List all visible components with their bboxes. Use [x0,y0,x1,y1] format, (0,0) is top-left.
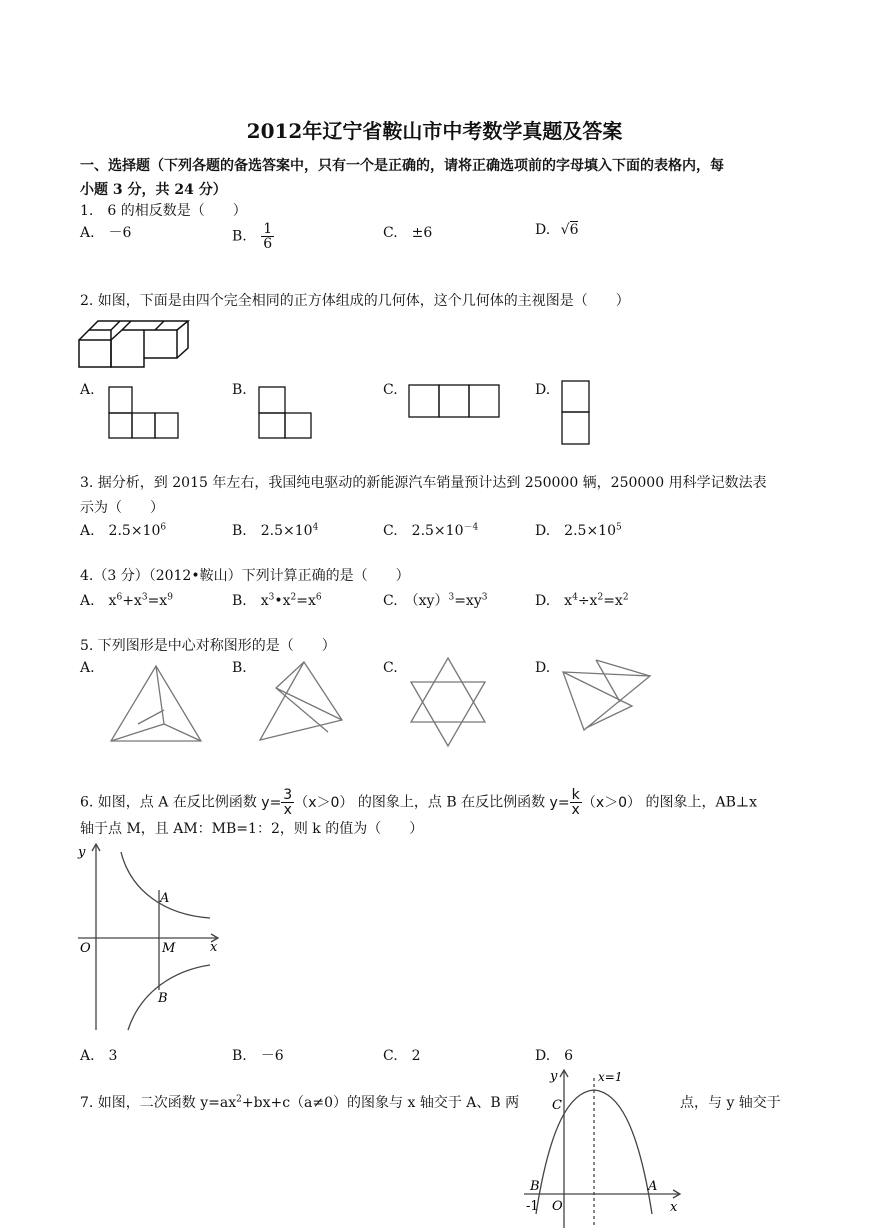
q4-d-p2: ÷x [577,593,598,609]
q7-stem-part1 [80,1092,519,1112]
section-heading-line1: 一、选择题（下列各题的备选答案中，只有一个是正确的，请将正确选项前的字母填入下面的表格内，每 [80,158,724,174]
q5-stem: 5. 下列图形是中心对称图形的是（ ） [80,638,336,654]
q1-option-b [232,222,274,251]
q1-radicand: 6 [569,222,579,238]
q4-d-e3: 2 [622,592,629,603]
q4-a-p1: A. x [80,593,117,609]
q4-a-e1: 6 [116,592,123,603]
q4-b-e2: 2 [290,592,297,603]
q6-stem-part2: 的图象上，点 B 在反比例函数 [357,794,546,811]
q5-option-c-figure [408,656,488,748]
q1-fraction [261,222,274,251]
q2-option-b-figure [258,386,314,440]
q4-b-e1: 3 [268,592,275,603]
q1-option-b-letter: B. [232,228,247,245]
q6-f1-cond: （x＞0） [294,794,354,811]
q4-option-a [80,590,173,610]
q4-c-e1: 3 [448,592,455,603]
q4-c-p1: C. （xy） [383,593,449,609]
q2-cube-solid-figure [78,320,190,370]
q1-fraction-num: 1 [263,221,273,237]
q2-option-d-figure [561,380,591,446]
q6-formula-2 [549,787,646,818]
q3-c-exp: －4 [463,522,479,533]
q4-a-p2: +x [122,593,142,609]
q7-fig-x-label: x [670,1200,678,1215]
q2-option-a: A. [80,382,95,398]
q4-option-c [383,590,487,610]
q6-f2-cond: （x＞0） [581,794,642,811]
q4-d-p3: =x [603,593,623,609]
q1-option-c: C. ±6 [383,225,433,241]
q7-stem-part3: 点，与 y 轴交于 [680,1095,781,1111]
q6-hyperbola-figure [76,840,226,1036]
q6-fig-a-label: A [160,891,170,906]
q7-fig-c-label: C [552,1098,562,1113]
q3-a-exp: 6 [160,522,167,533]
q6-stem-part1: 6. 如图，点 A 在反比例函数 [80,794,257,811]
q6-fig-b-label: B [158,991,168,1006]
q6-option-b: B. －6 [232,1048,284,1064]
section-heading-line2: 小题 3 分，共 24 分） [80,182,227,198]
q3-option-b [232,520,318,540]
q7-fig-neg1-label: -1 [526,1199,539,1214]
q3-stem-line2: 示为（ ） [80,500,164,516]
q3-b-exp: 4 [312,522,319,533]
q5-option-a-figure [108,664,204,744]
q6-formula-1 [261,787,358,818]
q5-option-b-figure [258,660,346,744]
q7-fig-axis-label: x=1 [598,1070,623,1084]
q5-option-d: D. [535,660,551,676]
q6-f1-num: 3 [283,787,293,803]
q3-option-a [80,520,166,540]
q2-stem: 2. 如图，下面是由四个完全相同的正方体组成的几何体，这个几何体的主视图是（ ） [80,293,630,309]
q7-fig-a-label: A [648,1179,658,1194]
q4-b-p3: =x [296,593,316,609]
q7-fig-b-label: B [530,1179,540,1194]
q3-d-exp: 5 [616,522,622,533]
q3-b-base: B. 2.5×10 [232,523,313,539]
q4-c-p2: =xy [454,593,482,609]
q2-option-a-figure [108,386,180,440]
q6-option-c: C. 2 [383,1048,421,1064]
q4-b-e3: 6 [315,592,322,603]
q4-d-e1: 4 [572,592,578,603]
q3-stem-line1: 3. 据分析，到 2015 年左右，我国纯电驱动的新能源汽车销量预计达到 250000 辆，250000 用科学记数法表 [80,475,767,491]
q1-option-d-letter: D. [535,222,551,238]
q6-f2-num: k [570,788,582,803]
q2-option-b: B. [232,382,247,398]
q6-stem-line2: 轴于点 M，且 AM：MB=1：2，则 k 的值为（ ） [80,821,424,837]
q4-a-e2: 3 [141,592,148,603]
q7-parabola-figure [520,1064,690,1228]
q6-f2-lhs: y= [549,794,570,811]
q2-option-d: D. [535,382,551,398]
q4-option-d [535,590,629,610]
q7-exp: 2 [236,1094,242,1105]
q1-stem: 1. 6 的相反数是（ ） [80,203,247,219]
q4-option-b [232,590,322,610]
q1-fraction-den: 6 [263,236,273,252]
q3-c-base: C. 2.5×10 [383,523,464,539]
q4-d-e2: 2 [597,592,604,603]
q6-f2-den: x [571,802,580,818]
q7-fig-o-label: O [552,1199,563,1214]
q5-option-a: A. [80,660,95,676]
q6-stem-part3: 的图象上，AB⊥x [645,794,757,811]
q2-option-c-figure [408,384,502,418]
q7-fig-y-label: y [550,1069,558,1084]
q4-b-p2: •x [274,593,291,609]
q5-option-d-figure [560,658,656,734]
q1-option-d [535,222,578,238]
q1-option-a: A. －6 [80,225,132,241]
q4-c-e2: 3 [481,592,488,603]
q6-fig-m-label: M [162,941,176,956]
q6-f1-den: x [283,802,292,818]
q3-d-base: D. 2.5×10 [535,523,616,539]
q7-stem-a: 7. 如图，二次函数 y=ax [80,1095,237,1111]
q7-stem-b: +bx+c（a≠0）的图象与 x 轴交于 A、B 两 [241,1095,520,1111]
q6-f1-lhs: y= [261,794,282,811]
q3-option-d [535,520,622,540]
q6-fig-x-label: x [210,940,218,955]
q6-option-a: A. 3 [80,1048,118,1064]
q3-option-c [383,520,478,540]
q4-d-p1: D. x [535,593,573,609]
q6-fig-y-label: y [78,845,86,860]
q4-a-e3: 9 [167,592,173,603]
q2-option-c: C. [383,382,398,398]
q6-fig-o-label: O [80,941,91,956]
page-title: 2012年辽宁省鞍山市中考数学真题及答案 [246,119,623,143]
q5-option-c: C. [383,660,398,676]
q4-stem: 4.（3 分）（2012•鞍山）下列计算正确的是（ ） [80,568,410,584]
q6-stem-line1 [80,788,757,817]
q5-option-b: B. [232,660,247,676]
sqrt-sign-icon: √ [560,222,570,238]
q3-a-base: A. 2.5×10 [80,523,161,539]
q4-b-p1: B. x [232,593,269,609]
q6-option-d: D. 6 [535,1048,574,1064]
q4-a-p3: =x [147,593,168,609]
